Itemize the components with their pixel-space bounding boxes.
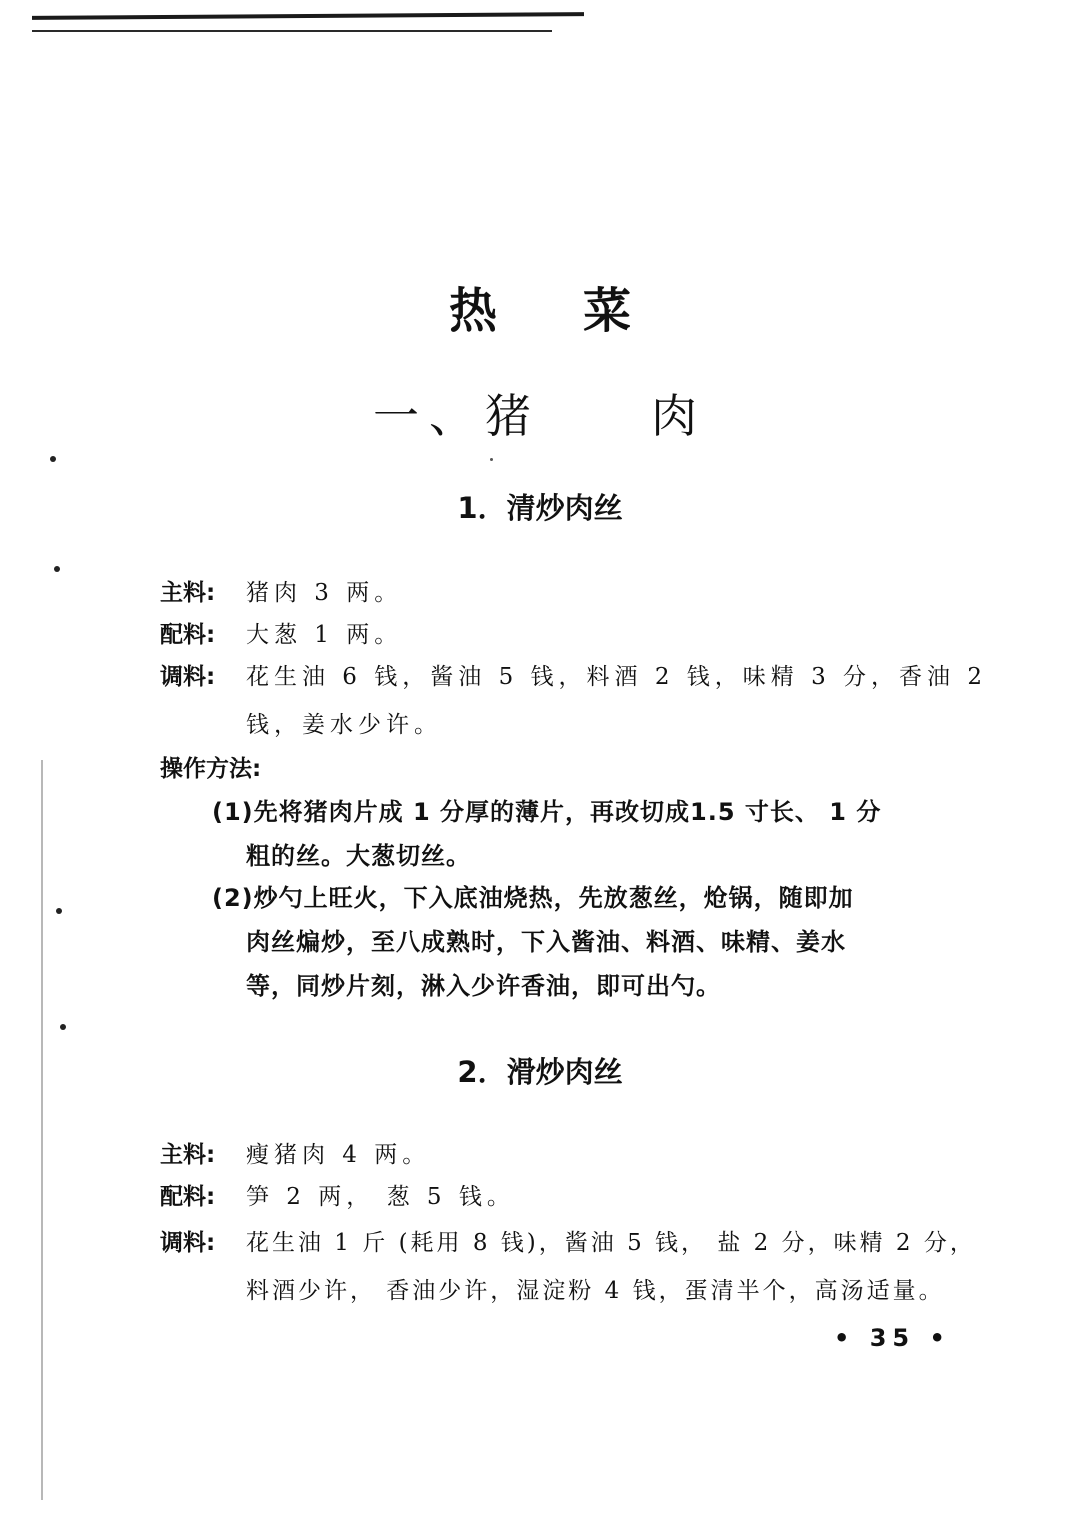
section-name: 肉	[651, 389, 707, 443]
side-ingredient-row	[160, 1182, 515, 1212]
scan-speck	[490, 458, 493, 461]
recipe-title: 1．清炒肉丝	[457, 491, 623, 525]
page-number: • 35 •	[834, 1324, 951, 1352]
seasoning-row	[160, 662, 987, 692]
step-text: 粗的丝。大葱切丝。	[246, 842, 471, 870]
top-rule-thin	[32, 30, 552, 32]
top-rule	[32, 12, 584, 20]
side-ingredient-label: 配料:	[160, 622, 216, 648]
step-text: 等，同炒片刻，淋入少许香油，即可出勺。	[246, 972, 721, 1000]
step-text: 肉丝煸炒，至八成熟时，下入酱油、料酒、味精、姜水	[246, 928, 846, 956]
recipe-title: 2．滑炒肉丝	[457, 1055, 623, 1089]
section-title	[0, 380, 1080, 446]
margin-line	[41, 760, 43, 1500]
side-ingredient-row	[160, 620, 402, 650]
main-ingredient-label: 主料:	[160, 1142, 216, 1168]
main-ingredient-value: 瘦猪肉 4 两。	[246, 1142, 431, 1168]
scan-speck	[50, 456, 56, 462]
seasoning-label: 调料:	[160, 664, 216, 690]
side-ingredient-label: 配料:	[160, 1184, 216, 1210]
seasoning-value-cont: 钱，姜水少许。	[246, 712, 442, 738]
scan-speck	[54, 566, 60, 572]
main-ingredient-row	[160, 578, 402, 608]
scan-speck	[60, 1024, 66, 1030]
seasoning-value: 花生油 6 钱，酱油 5 钱，料酒 2 钱，味精 3 分，香油 2	[246, 664, 987, 690]
seasoning-row	[160, 1228, 976, 1258]
main-ingredient-row	[160, 1140, 430, 1170]
main-ingredient-label: 主料:	[160, 580, 216, 606]
side-ingredient-value: 笋 2 两， 葱 5 钱。	[246, 1184, 515, 1210]
main-ingredient-value: 猪肉 3 两。	[246, 580, 403, 606]
seasoning-label: 调料:	[160, 1230, 216, 1256]
seasoning-value-cont: 料酒少许， 香油少许，湿淀粉 4 钱，蛋清半个，高汤适量。	[246, 1278, 945, 1304]
seasoning-value: 花生油 1 斤 (耗用 8 钱)，酱油 5 钱， 盐 2 分，味精 2 分，	[246, 1230, 976, 1256]
scan-speck	[56, 908, 62, 914]
section-number: 一、猪	[373, 389, 541, 443]
part-title: 热菜	[448, 283, 717, 339]
side-ingredient-value: 大葱 1 两。	[246, 622, 403, 648]
step-text: (1)先将猪肉片成 1 分厚的薄片，再改切成1.5 寸长、 1 分	[212, 798, 882, 826]
method-label: 操作方法:	[160, 756, 262, 782]
step-text: (2)炒勺上旺火，下入底油烧热，先放葱丝，炝锅，随即加	[212, 884, 854, 912]
